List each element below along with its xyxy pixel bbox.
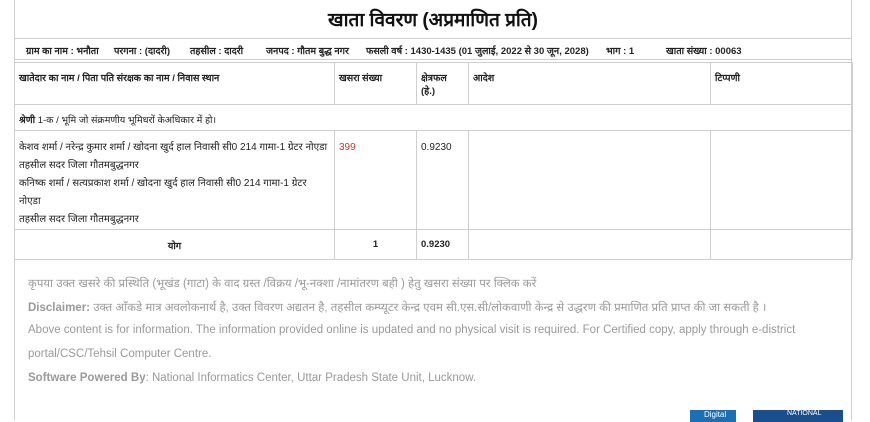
header-remark: टिप्पणी: [711, 63, 853, 105]
khata-number: खाता संख्या : 00063: [666, 46, 742, 57]
owner-cell: [15, 131, 335, 230]
owner-line: केशव शर्मा / नरेन्द्र कुमार शर्मा / खोदना खुर्द हाल निवासी सी0 214 गामा-1 ग्रेटर नोएडा: [19, 142, 328, 153]
fasli-year: फसली वर्ष : 1430-1435 (01 जुलाई, 2022 से 30 जून, 2028): [366, 46, 589, 57]
header-area: क्षेत्रफल (हे.): [417, 63, 469, 105]
digital-india-logo: Digital: [690, 410, 736, 422]
area-cell: 0.9230: [417, 131, 469, 230]
khata-table: [14, 62, 853, 260]
table-header-row: [15, 63, 853, 105]
nic-logo: NATIONAL: [753, 410, 843, 422]
village-name: ग्राम का नाम : भनौता: [26, 46, 99, 57]
table-row: [15, 131, 853, 230]
header-owner: खातेदार का नाम / पिता पति संरक्षक का नाम / निवास स्थान: [15, 63, 335, 105]
header-khasra: खसरा संख्या: [335, 63, 417, 105]
disclaimer: Disclaimer: उक्त आँकडे मात्र अवलोकनार्थ है, उक्त विवरण अद्यतन है, तहसील कम्प्यूटर केन्द्र एवम सी.एस.सी/लोकवाणी केन्द्र से उद्धरण की प्रमाणित प्रति प्राप्त की जा सकती है ।: [28, 302, 767, 314]
category-label: श्रेणी: [19, 115, 36, 126]
category-cell: [15, 105, 853, 131]
total-label: योग: [15, 230, 335, 260]
pargana: परगना : (दादरी): [114, 46, 171, 57]
khasra-link[interactable]: 399: [335, 131, 417, 230]
total-row: [15, 230, 853, 260]
remark-cell: [711, 131, 853, 230]
owner-line: कनिष्क शर्मा / सत्यप्रकाश शर्मा / खोदना खुर्द हाल निवासी सी0 214 गामा-1 ग्रेटर नोएडा: [19, 178, 307, 207]
software-credit: Software Powered By: National Informatics Center, Uttar Pradesh State Unit, Lucknow.: [28, 372, 477, 384]
map-link-note: कृपया उक्त खसरे की प्रस्थिति (भूखंड (गाटा) के वाद ग्रस्त /विक्रय /भू-नक्शा /नामांतरण बही ) हेतु खसरा संख्या पर क्लिक करें: [28, 278, 537, 290]
district: जनपद : गौतम बुद्ध नगर: [266, 46, 349, 57]
english-note-line2: portal/CSC/Tehsil Computer Centre.: [28, 348, 212, 360]
bhag: भाग : 1: [606, 46, 635, 57]
english-note-line1: Above content is for information. The information provided online is updated and no physical visit is required. For Certified copy, apply through e-district: [28, 324, 796, 336]
page-title: खाता विवरण (अप्रमाणित प्रति): [328, 10, 538, 31]
header-order: आदेश: [469, 63, 711, 105]
owner-line: तहसील सदर जिला गौतमबुद्धनगर: [19, 214, 139, 225]
info-bar: [14, 38, 852, 60]
category-text: 1-क / भूमि जो संक्रमणीय भूमिधरों केअधिकार में हो।: [35, 115, 217, 126]
tehsil: तहसील : दादरी: [190, 46, 244, 57]
order-cell: [469, 131, 711, 230]
total-area: 0.9230: [417, 230, 469, 260]
owner-line: तहसील सदर जिला गौतमबुद्धनगर: [19, 160, 139, 171]
category-row: [15, 105, 853, 131]
total-khasra-count: 1: [335, 230, 417, 260]
